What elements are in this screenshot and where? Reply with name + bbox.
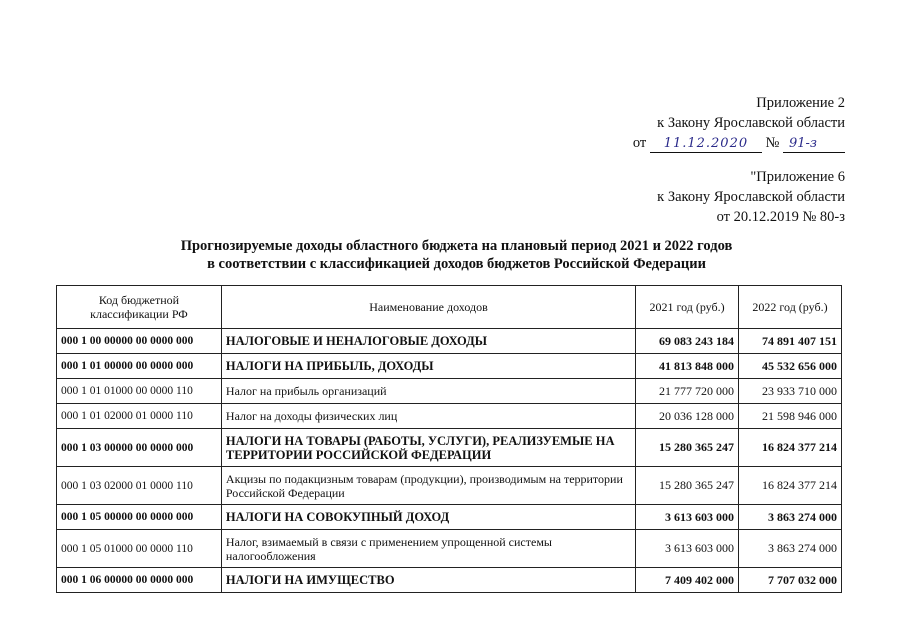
- row-2022: 7 707 032 000: [739, 568, 842, 593]
- row-2021: 41 813 848 000: [636, 354, 739, 379]
- row-2022: 16 824 377 214: [739, 467, 842, 505]
- row-name: Акцизы по подакцизным товарам (продукции), производимым на территории Российской Федерации: [221, 467, 635, 505]
- row-code: 000 1 05 00000 00 0000 000: [57, 505, 222, 530]
- row-2022: 74 891 407 151: [739, 329, 842, 354]
- row-code: 000 1 01 00000 00 0000 000: [57, 354, 222, 379]
- table-row: [57, 354, 842, 379]
- row-2021: 3 613 603 000: [636, 505, 739, 530]
- row-code: 000 1 01 02000 01 0000 110: [57, 404, 222, 429]
- header-2022: 2022 год (руб.): [739, 286, 842, 329]
- header-code: Код бюджетной классификации РФ: [57, 286, 222, 329]
- row-code: 000 1 03 02000 01 0000 110: [57, 467, 222, 505]
- from-prefix: от: [632, 135, 647, 151]
- header-name: Наименование доходов: [221, 286, 635, 329]
- table-row: [57, 429, 842, 467]
- row-name: Налог, взимаемый в связи с применением упрощенной системы налогообложения: [221, 530, 635, 568]
- table-header-row: [57, 286, 842, 329]
- row-code: 000 1 05 01000 00 0000 110: [57, 530, 222, 568]
- title-line-2: в соответствии с классификацией доходов бюджетов Российской Федерации: [207, 256, 706, 272]
- row-2022: 21 598 946 000: [739, 404, 842, 429]
- table-row: [57, 329, 842, 354]
- row-2022: 45 532 656 000: [739, 354, 842, 379]
- quoted-law-line: к Закону Ярославской области: [657, 189, 845, 205]
- row-2021: 3 613 603 000: [636, 530, 739, 568]
- row-name: НАЛОГОВЫЕ И НЕНАЛОГОВЫЕ ДОХОДЫ: [221, 329, 635, 354]
- row-name: Налог на доходы физических лиц: [221, 404, 635, 429]
- table-row: [57, 467, 842, 505]
- handwritten-number: 91-з: [783, 136, 845, 153]
- row-code: 000 1 06 00000 00 0000 000: [57, 568, 222, 593]
- row-2021: 69 083 243 184: [636, 329, 739, 354]
- row-2021: 15 280 365 247: [636, 429, 739, 467]
- document-title: [0, 237, 905, 273]
- quoted-date-line: от 20.12.2019 № 80-з: [716, 209, 845, 225]
- row-code: 000 1 00 00000 00 0000 000: [57, 329, 222, 354]
- row-2021: 15 280 365 247: [636, 467, 739, 505]
- row-2022: 16 824 377 214: [739, 429, 842, 467]
- table-row: [57, 404, 842, 429]
- row-2022: 23 933 710 000: [739, 379, 842, 404]
- row-2022: 3 863 274 000: [739, 505, 842, 530]
- row-2021: 7 409 402 000: [636, 568, 739, 593]
- table-row: [57, 530, 842, 568]
- title-line-1: Прогнозируемые доходы областного бюджета на плановый период 2021 и 2022 годов: [180, 238, 733, 254]
- appendix-label: Приложение 2: [756, 95, 845, 111]
- row-code: 000 1 03 00000 00 0000 000: [57, 429, 222, 467]
- signature-line: [633, 133, 845, 153]
- appendix-header: [633, 93, 845, 227]
- row-2021: 21 777 720 000: [636, 379, 739, 404]
- income-table: [56, 285, 842, 593]
- handwritten-date: 11.12.2020: [650, 136, 762, 153]
- row-name: НАЛОГИ НА СОВОКУПНЫЙ ДОХОД: [221, 505, 635, 530]
- table-row: [57, 505, 842, 530]
- row-name: НАЛОГИ НА ИМУЩЕСТВО: [221, 568, 635, 593]
- row-name: Налог на прибыль организаций: [221, 379, 635, 404]
- row-name: НАЛОГИ НА ТОВАРЫ (РАБОТЫ, УСЛУГИ), РЕАЛИЗУЕМЫЕ НА ТЕРРИТОРИИ РОССИЙСКОЙ ФЕДЕРАЦИИ: [221, 429, 635, 467]
- row-2021: 20 036 128 000: [636, 404, 739, 429]
- row-2022: 3 863 274 000: [739, 530, 842, 568]
- table-row: [57, 379, 842, 404]
- row-code: 000 1 01 01000 00 0000 110: [57, 379, 222, 404]
- row-name: НАЛОГИ НА ПРИБЫЛЬ, ДОХОДЫ: [221, 354, 635, 379]
- law-line: к Закону Ярославской области: [657, 115, 845, 131]
- table-row: [57, 568, 842, 593]
- number-sign: №: [765, 135, 780, 151]
- header-2021: 2021 год (руб.): [636, 286, 739, 329]
- quoted-appendix-label: "Приложение 6: [750, 169, 845, 185]
